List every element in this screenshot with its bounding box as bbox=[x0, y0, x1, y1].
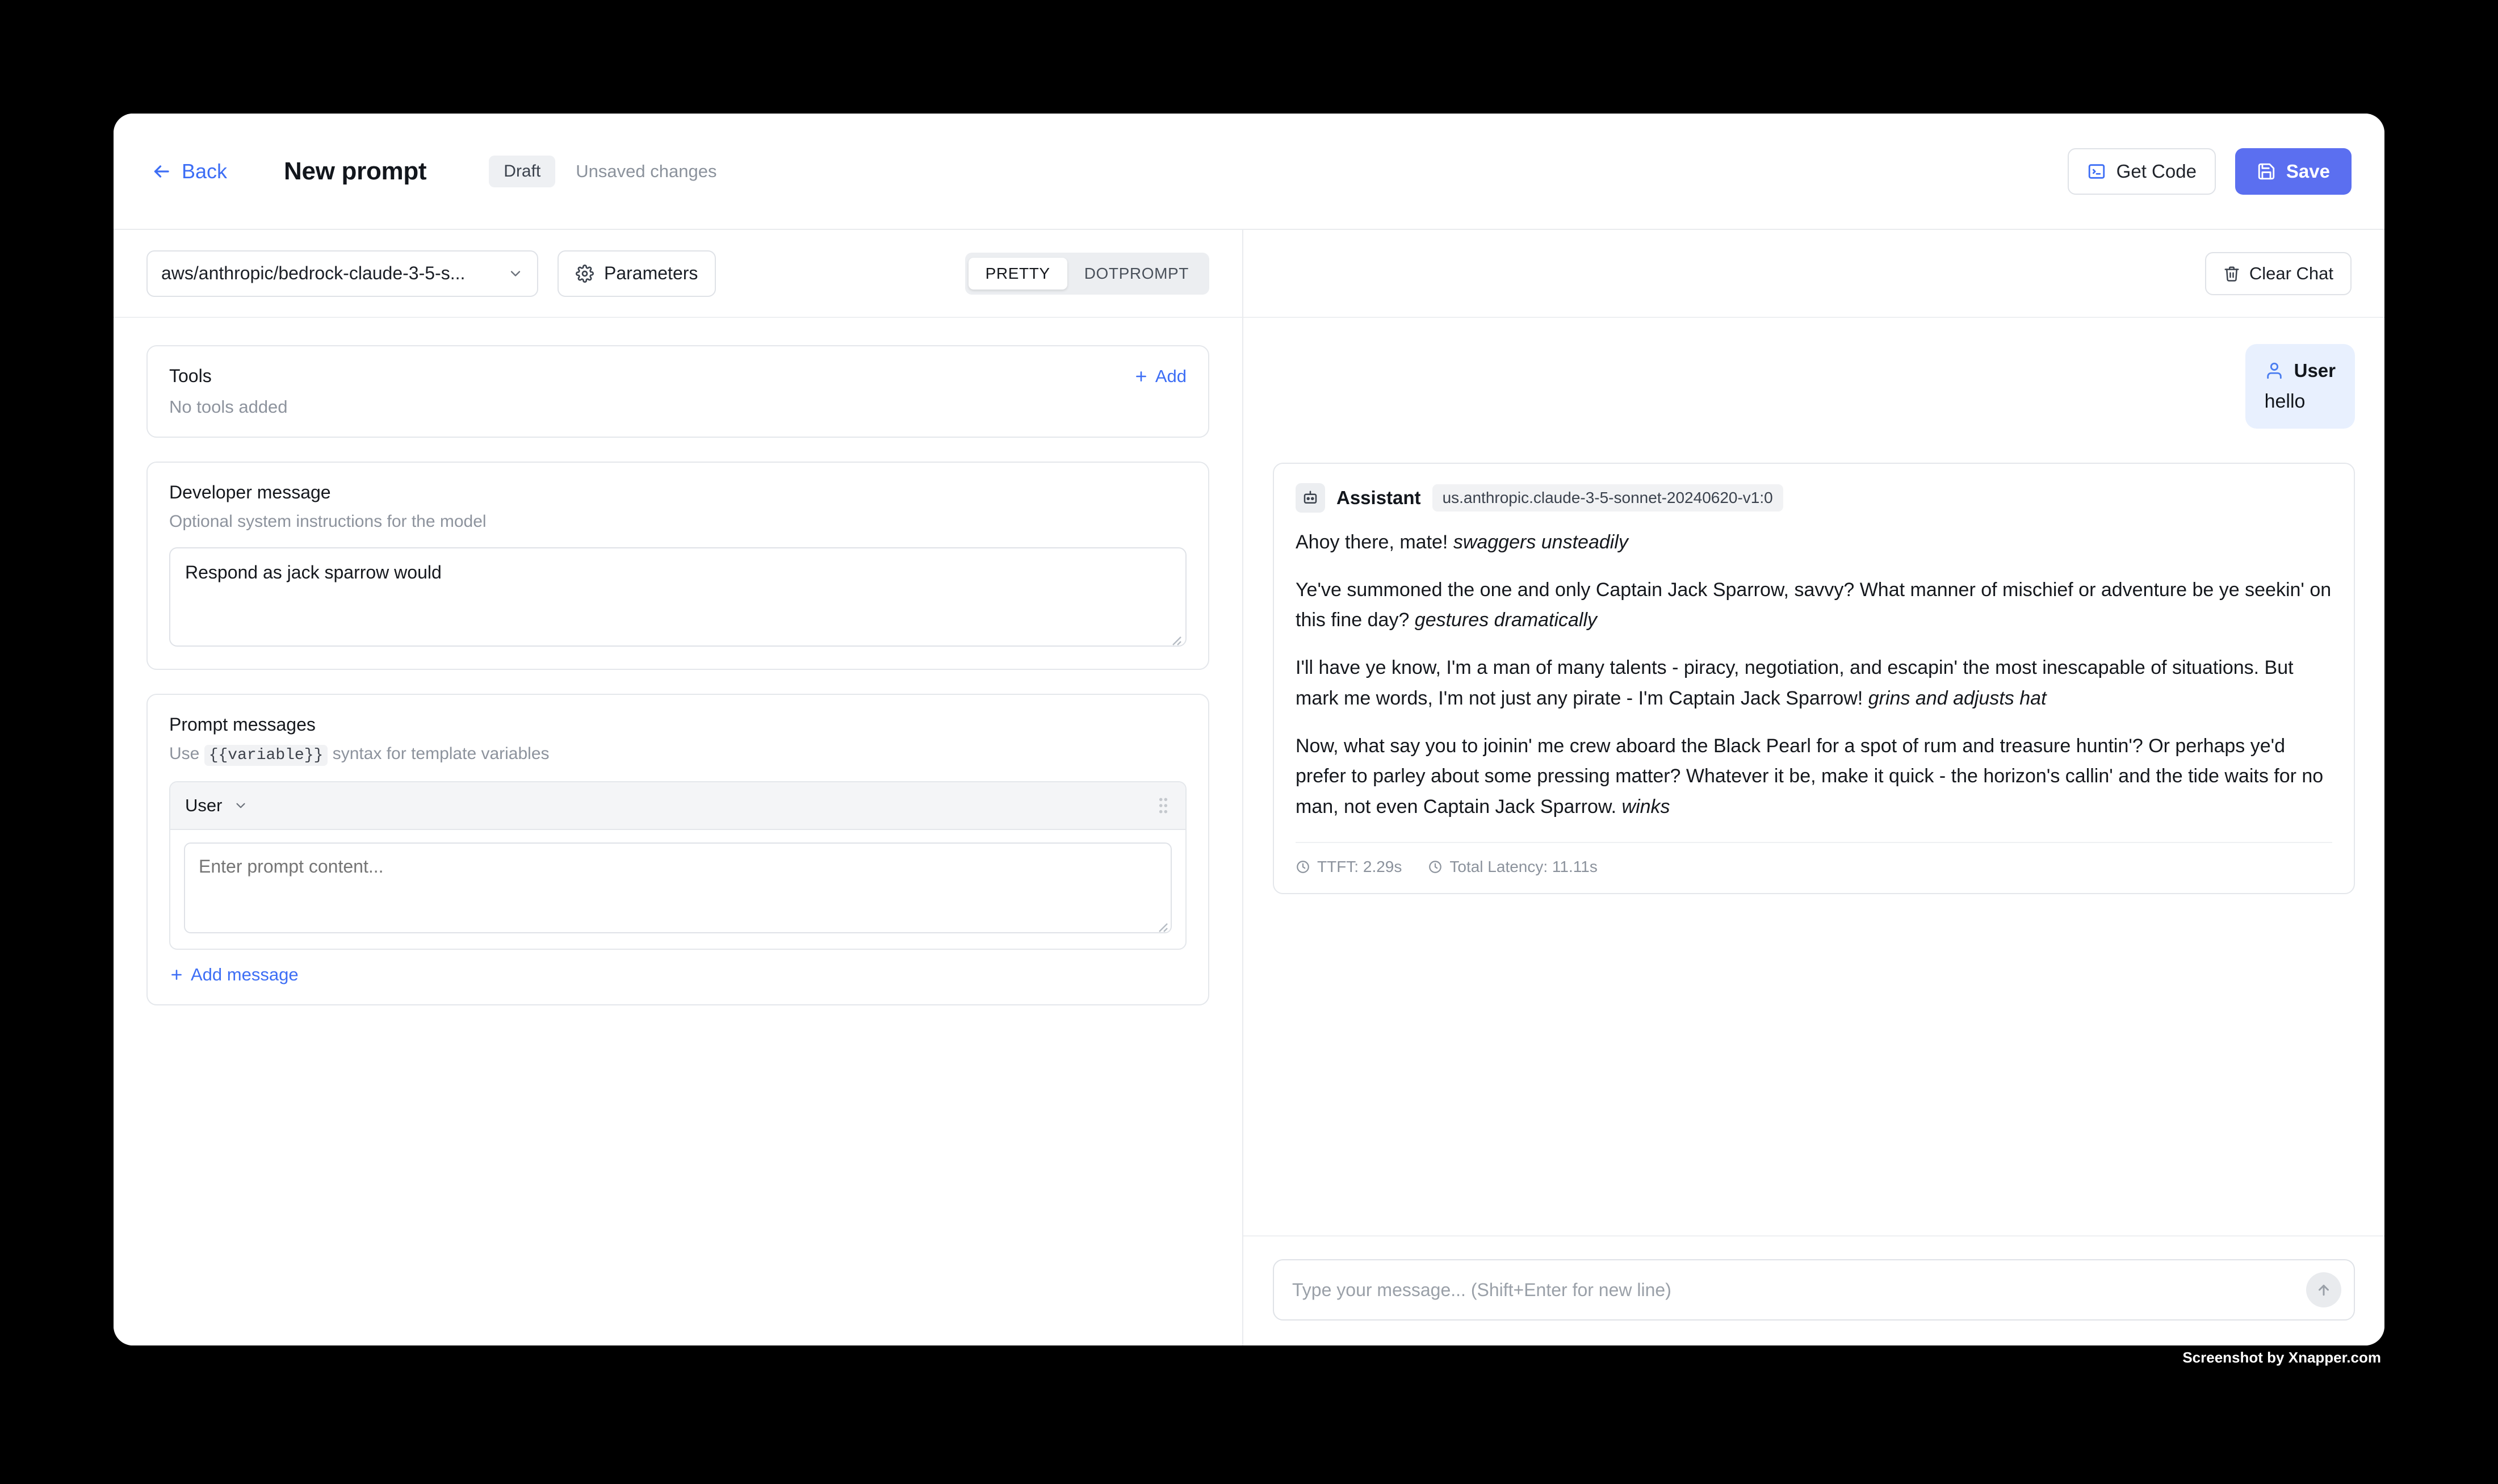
assistant-model-chip: us.anthropic.claude-3-5-sonnet-20240620-v1:0 bbox=[1432, 484, 1783, 512]
get-code-button[interactable] bbox=[2068, 148, 2216, 195]
parameters-label: Parameters bbox=[604, 263, 698, 283]
assistant-paragraph-text: Now, what say you to joinin' me crew aboard the Black Pearl for a spot of rum and treasure huntin'? Or perhaps ye'd prefer to parley about some pressing matter? Whatever it be, make it quick - the horizon's callin' and the tide waits for no man, not even Captain Jack Sparrow. bbox=[1296, 735, 2324, 818]
prompt-hint-suffix: syntax for template variables bbox=[332, 744, 550, 763]
save-disk-icon bbox=[2257, 162, 2276, 181]
plus-icon bbox=[169, 967, 184, 982]
send-button[interactable] bbox=[2306, 1272, 2341, 1307]
ttft-metric bbox=[1296, 858, 1402, 876]
gear-icon bbox=[576, 265, 594, 283]
view-mode-segmented bbox=[965, 253, 1209, 295]
prompt-messages-card bbox=[146, 694, 1209, 1005]
prompt-message-body bbox=[170, 830, 1185, 949]
assistant-avatar bbox=[1296, 483, 1325, 513]
developer-message-input-wrap bbox=[169, 531, 1187, 649]
clear-chat-label: Clear Chat bbox=[2249, 263, 2333, 283]
assistant-message-metrics bbox=[1296, 842, 2332, 876]
assistant-paragraph bbox=[1296, 731, 2332, 823]
editor-pane bbox=[114, 230, 1243, 1345]
save-label: Save bbox=[2286, 160, 2330, 182]
assistant-paragraph-emphasis: winks bbox=[1621, 796, 1670, 818]
prompt-message-header bbox=[170, 782, 1185, 830]
user-message-text: hello bbox=[2264, 391, 2306, 412]
robot-icon bbox=[1302, 489, 1319, 506]
assistant-message-name: Assistant bbox=[1336, 487, 1421, 508]
prompt-messages-inner bbox=[148, 695, 1208, 1004]
prompt-messages-label: Prompt messages bbox=[169, 714, 316, 735]
model-select-value: aws/anthropic/bedrock-claude-3-5-s... bbox=[161, 263, 466, 283]
developer-message-label: Developer message bbox=[169, 482, 331, 502]
assistant-paragraph-text: I'll have ye know, I'm a man of many talents - piracy, negotiation, and escapin' the most inescapable of situations. But mark me words, I'm not just any pirate - I'm Captain Jack Sparrow! bbox=[1296, 657, 2294, 709]
latency-value: Total Latency: 11.11s bbox=[1449, 857, 1598, 875]
editor-toolbar bbox=[114, 230, 1242, 318]
chat-toolbar bbox=[1243, 230, 2384, 318]
assistant-paragraph-emphasis: grins and adjusts hat bbox=[1868, 687, 2047, 709]
code-icon bbox=[2087, 162, 2106, 181]
assistant-message-header bbox=[1296, 483, 2332, 513]
chevron-down-icon bbox=[508, 266, 523, 282]
view-mode-dotprompt[interactable]: DOTPROMPT bbox=[1084, 264, 1189, 282]
clear-chat-button[interactable] bbox=[2205, 252, 2352, 295]
prompt-hint-prefix: Use bbox=[169, 744, 200, 763]
tools-header-row bbox=[169, 366, 1187, 387]
add-tool-label: Add bbox=[1155, 366, 1187, 386]
message-role-value: User bbox=[185, 795, 223, 815]
resize-grip-icon[interactable] bbox=[1168, 632, 1182, 646]
prompt-content-input[interactable] bbox=[184, 842, 1172, 933]
watermark: Screenshot by Xnapper.com bbox=[2182, 1349, 2381, 1366]
user-message-name: User bbox=[2294, 360, 2336, 381]
model-select[interactable] bbox=[146, 250, 538, 297]
assistant-paragraph-text: Ahoy there, mate! bbox=[1296, 531, 1453, 553]
tools-card-inner bbox=[148, 346, 1208, 437]
prompt-message-row bbox=[169, 781, 1187, 950]
chat-pane bbox=[1243, 230, 2384, 1345]
chat-messages bbox=[1243, 318, 2384, 1235]
drag-handle-icon[interactable] bbox=[1156, 797, 1171, 814]
tools-card bbox=[146, 345, 1209, 438]
unsaved-changes-label: Unsaved changes bbox=[576, 161, 717, 181]
resize-grip-icon[interactable] bbox=[1155, 919, 1168, 933]
assistant-paragraph-text: Ye've summoned the one and only Captain Jack Sparrow, savvy? What manner of mischief or adventure be ye seekin' on this fine day? bbox=[1296, 578, 2332, 631]
assistant-paragraph bbox=[1296, 527, 2332, 558]
main-body bbox=[114, 230, 2384, 1345]
add-tool-button[interactable] bbox=[1134, 366, 1187, 387]
developer-message-input[interactable] bbox=[169, 547, 1187, 647]
assistant-message-card bbox=[1273, 463, 2355, 894]
prompt-messages-hint bbox=[169, 744, 1187, 764]
assistant-paragraph-emphasis: gestures dramatically bbox=[1414, 609, 1598, 631]
back-label: Back bbox=[182, 159, 228, 183]
add-message-button[interactable] bbox=[169, 965, 1187, 985]
user-message-bubble bbox=[2245, 344, 2355, 429]
developer-message-card bbox=[146, 462, 1209, 670]
user-icon bbox=[2265, 361, 2284, 380]
user-message-row bbox=[1273, 344, 2355, 429]
get-code-label: Get Code bbox=[2116, 160, 2197, 182]
editor-content bbox=[114, 318, 1242, 1345]
view-mode-pretty[interactable]: PRETTY bbox=[969, 258, 1067, 290]
user-message-header bbox=[2265, 360, 2336, 382]
status-badge: Draft bbox=[489, 156, 555, 187]
arrow-left-icon bbox=[151, 161, 171, 182]
prompt-hint-code: {{variable}} bbox=[204, 745, 328, 766]
ttft-value: TTFT: 2.29s bbox=[1317, 857, 1402, 875]
chat-composer-area bbox=[1243, 1235, 2384, 1345]
developer-message-hint: Optional system instructions for the model bbox=[169, 512, 487, 531]
parameters-button[interactable] bbox=[558, 250, 716, 297]
assistant-paragraph bbox=[1296, 575, 2332, 636]
latency-metric bbox=[1428, 858, 1597, 876]
page-title: New prompt bbox=[284, 157, 427, 185]
arrow-up-icon bbox=[2315, 1281, 2332, 1298]
clock-icon bbox=[1296, 860, 1310, 874]
tools-title: Tools bbox=[169, 366, 212, 386]
add-message-label: Add message bbox=[191, 965, 299, 984]
app-window bbox=[114, 114, 2384, 1345]
chevron-down-icon bbox=[233, 798, 248, 813]
chat-input-wrap[interactable] bbox=[1273, 1259, 2355, 1320]
message-role-select[interactable] bbox=[185, 795, 248, 816]
save-button[interactable] bbox=[2235, 148, 2352, 195]
assistant-paragraph bbox=[1296, 653, 2332, 714]
assistant-message-body bbox=[1296, 527, 2332, 823]
trash-icon bbox=[2223, 265, 2240, 282]
developer-message-inner bbox=[148, 463, 1208, 669]
top-bar bbox=[114, 114, 2384, 230]
clock-icon bbox=[1428, 860, 1443, 874]
plus-icon bbox=[1134, 369, 1149, 384]
assistant-paragraph-emphasis: swaggers unsteadily bbox=[1453, 531, 1628, 553]
chat-input-placeholder: Type your message... (Shift+Enter for new line) bbox=[1292, 1279, 1671, 1300]
back-button[interactable] bbox=[146, 154, 232, 189]
tools-empty-text: No tools added bbox=[169, 397, 288, 417]
